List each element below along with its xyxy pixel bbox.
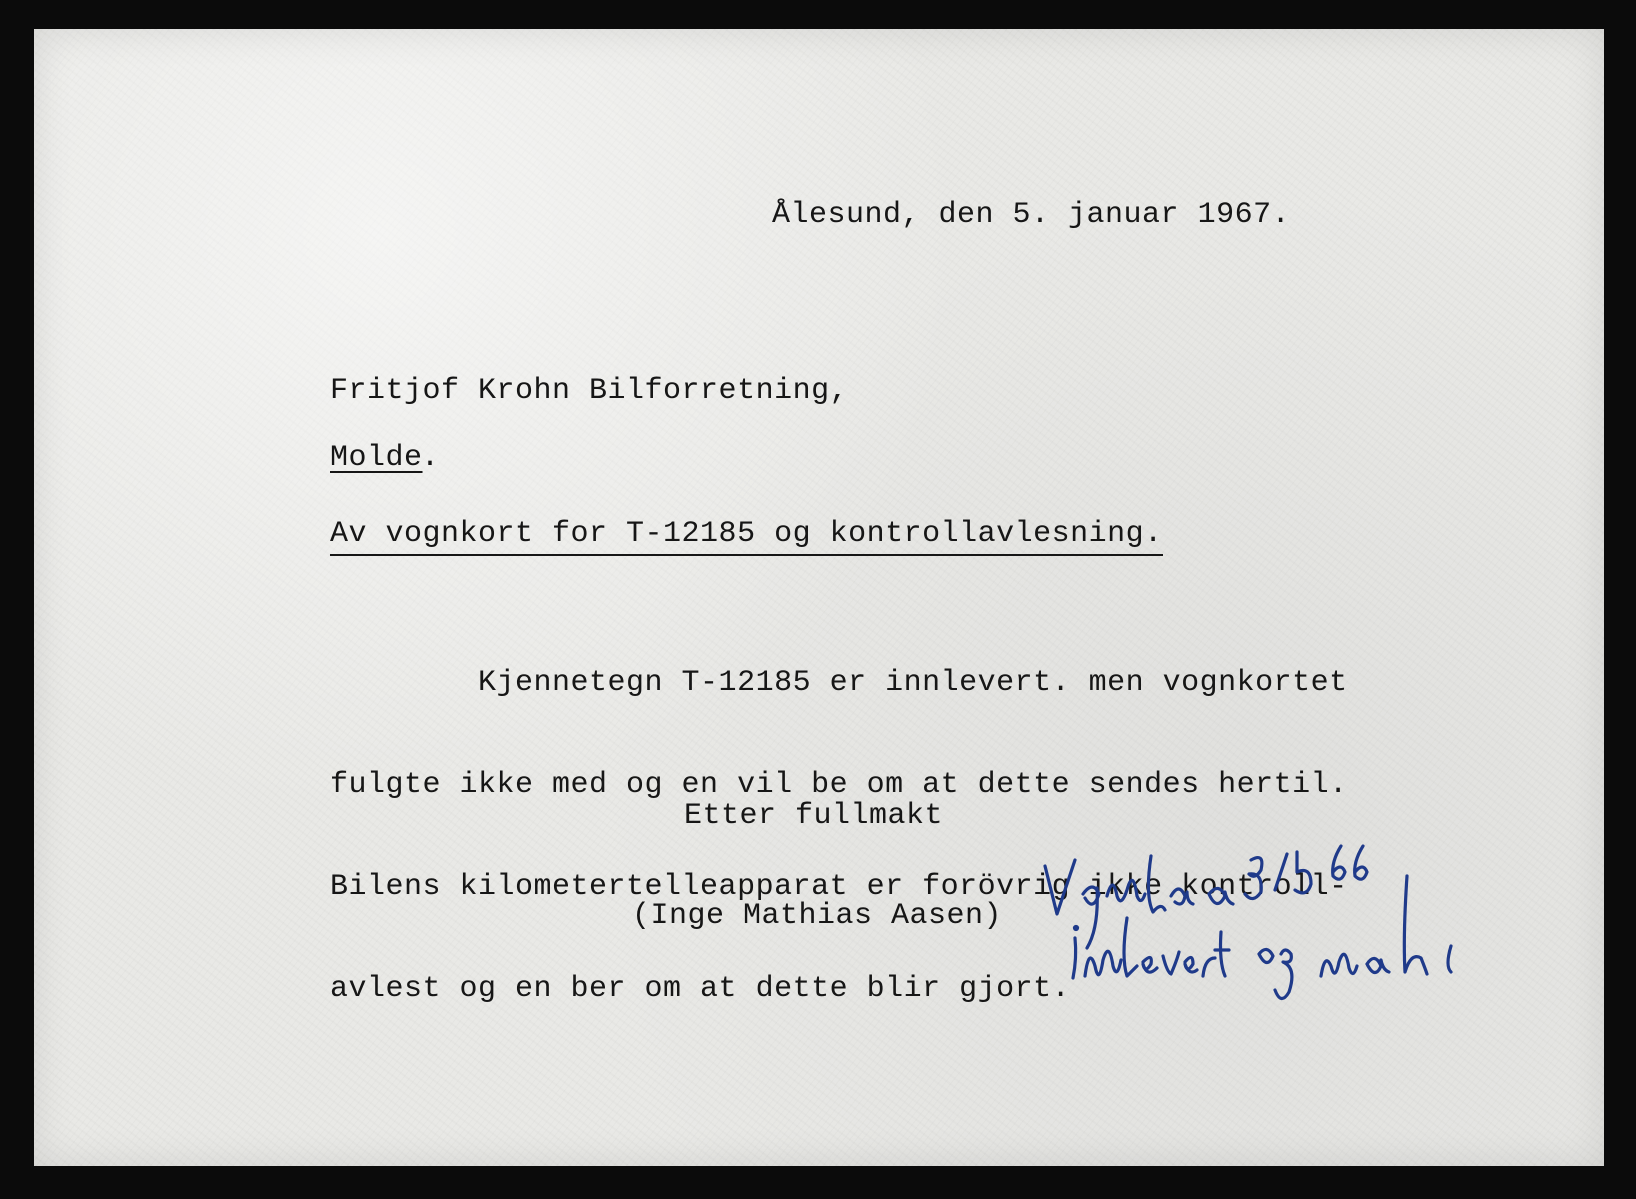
- recipient-city-punctuation: .: [421, 441, 440, 475]
- handwriting-scribble-icon: [1035, 836, 1505, 996]
- subject-line: Av vognkort for T-12185 og kontrollavlesning.: [330, 516, 1163, 556]
- closing-phrase: Etter fullmakt: [684, 799, 944, 833]
- signer-name: (Inge Mathias Aasen): [632, 899, 1003, 933]
- recipient-city: Molde: [330, 441, 423, 475]
- body-line: fulgte ikke med og en vil be om at dette sendes hertil.: [330, 768, 1348, 802]
- handwritten-note-text: Vognkort a 3/5 66 innlevert og mah: [1035, 836, 1053, 837]
- body-line: avlest og en ber om at dette blir gjort.: [330, 972, 1071, 1006]
- recipient-name: Fritjof Krohn Bilforretning,: [330, 374, 849, 408]
- body-line: Kjennetegn T-12185 er innlevert. men vognkortet: [330, 666, 1348, 700]
- handwritten-note: [1035, 836, 1505, 996]
- date-line: Ålesund, den 5. januar 1967.: [772, 198, 1291, 232]
- body-line: Bilens kilometertelleapparat er forövrig ikke kontroll-: [330, 870, 1348, 904]
